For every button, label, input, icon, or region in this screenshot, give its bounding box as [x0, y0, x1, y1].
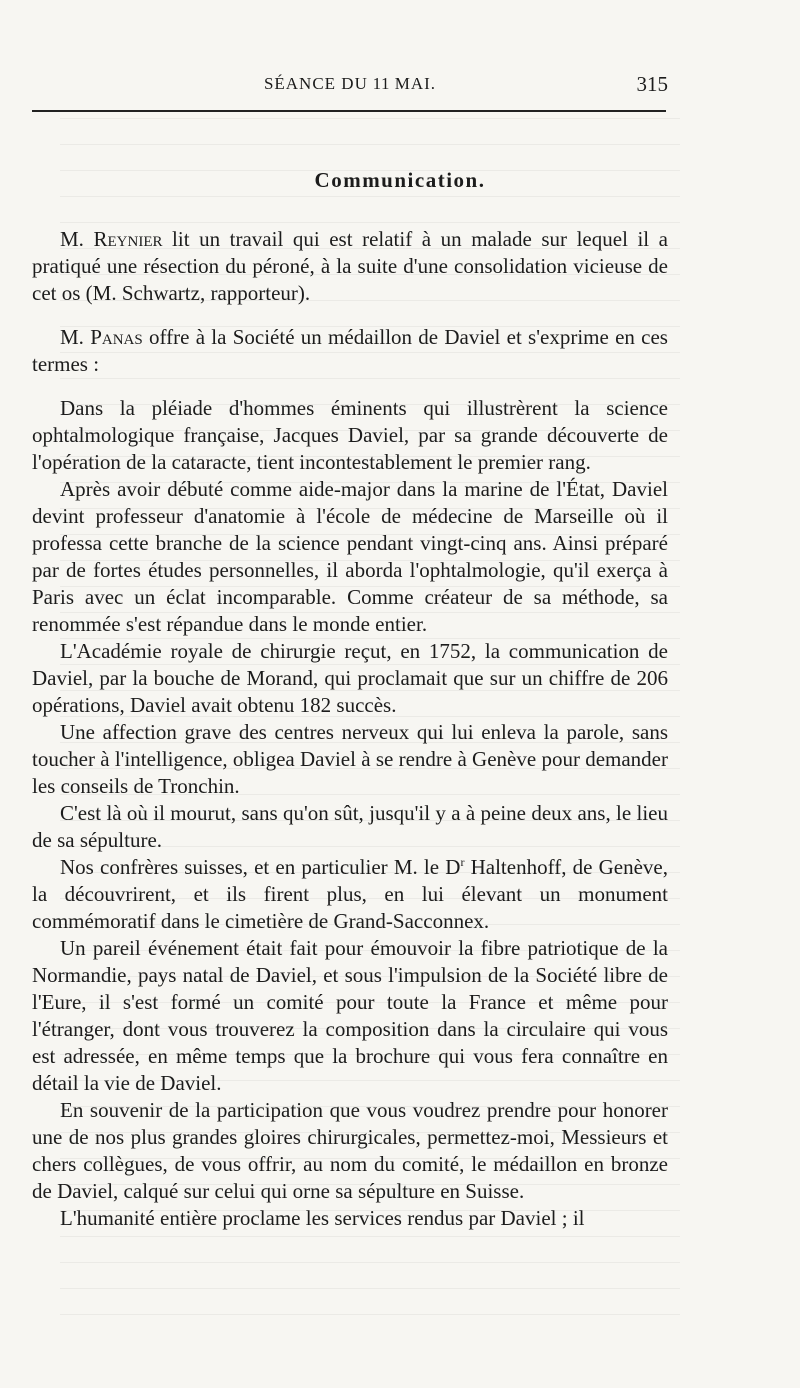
speech-paragraph: Un pareil événement était fait pour émouvoir la fibre patriotique de la Normandie, pays natal de Daviel, et sous l'impulsion de la Société libre de l'Eure, il s'est formé un comité pour toute la France et même pour l'étranger, dont vous trouverez la composition dans la circulaire qui vous est adressée, en même temps que la brochure qui vous fera connaître en détail la vie de Daviel.: [32, 936, 668, 1095]
body-text: [32, 226, 668, 1232]
doctor-superscript: r: [460, 855, 465, 869]
paragraph-reynier: [32, 226, 668, 307]
speech-paragraph: Après avoir débuté comme aide-major dans la marine de l'État, Daviel devint professeur d'anatomie à l'école de médecine de Marseille où il professa cette branche de la science pendant vingt-cinq ans. Ainsi préparé par de fortes études personnelles, il aborda l'ophtalmologie, qu'il exerça à Paris avec un éclat incomparable. Comme créateur de sa méthode, sa renommée s'est répandue dans le monde entier.: [32, 477, 668, 636]
running-title-month: MAI.: [394, 74, 437, 93]
paragraph-text: lit un travail qui est relatif à un malade sur lequel il a pratiqué une résection du péroné, à la suite d'une consolidation vicieuse de cet os (M. Schwartz, rapporteur).: [32, 227, 668, 305]
haltenhoff-before: Nos confrères suisses, et en particulier M. le D: [60, 855, 461, 879]
name-prefix: M.: [60, 227, 94, 251]
section-title: Communication.: [314, 168, 486, 192]
author-name-panas: Panas: [90, 325, 143, 349]
running-title-day: 11: [372, 74, 390, 93]
page-header: [32, 72, 668, 102]
speech-paragraph: L'Académie royale de chirurgie reçut, en 1752, la communication de Daviel, par la bouche de Morand, qui proclamait que sur un chiffre de 206 opérations, Daviel avait obtenu 182 succès.: [32, 639, 668, 717]
paragraph-text: offre à la Société un médaillon de Daviel et s'exprime en ces termes :: [32, 325, 668, 376]
name-prefix: M.: [60, 325, 91, 349]
speech-paragraph: C'est là où il mourut, sans qu'on sût, jusqu'il y a à peine deux ans, le lieu de sa sépulture.: [32, 801, 668, 852]
running-title-main: SÉANCE DU: [263, 74, 368, 93]
paragraph-panas: [32, 324, 668, 378]
speech-paragraph: Une affection grave des centres nerveux qui lui enleva la parole, sans toucher à l'intelligence, obligea Daviel à se rendre à Genève pour demander les conseils de Tronchin.: [32, 720, 668, 798]
speech-paragraph: En souvenir de la participation que vous voudrez prendre pour honorer une de nos plus grandes gloires chirurgicales, permettez-moi, Messieurs et chers collègues, de vous offrir, au nom du comité, le médaillon en bronze de Daviel, calqué sur celui qui orne sa sépulture en Suisse.: [32, 1098, 668, 1203]
running-title: [32, 74, 668, 94]
header-rule: [32, 110, 666, 112]
speech-paragraph: L'humanité entière proclame les services rendus par Daviel ; il: [60, 1206, 585, 1230]
speech-paragraph-haltenhoff: [32, 854, 668, 935]
haltenhoff-after: Haltenhoff, de Genève, la découvrirent, et ils firent plus, en lui élevant un monument commémoratif dans le cimetière de Grand-Sacconnex.: [32, 855, 668, 933]
page-number: 315: [636, 72, 668, 96]
speech-paragraph: Dans la pléiade d'hommes éminents qui illustrèrent la science ophtalmologique française, Jacques Daviel, par sa grande découverte de l'opération de la cataracte, tient incontestablement le premier rang.: [32, 396, 668, 474]
author-name-reynier: Reynier: [93, 227, 163, 251]
